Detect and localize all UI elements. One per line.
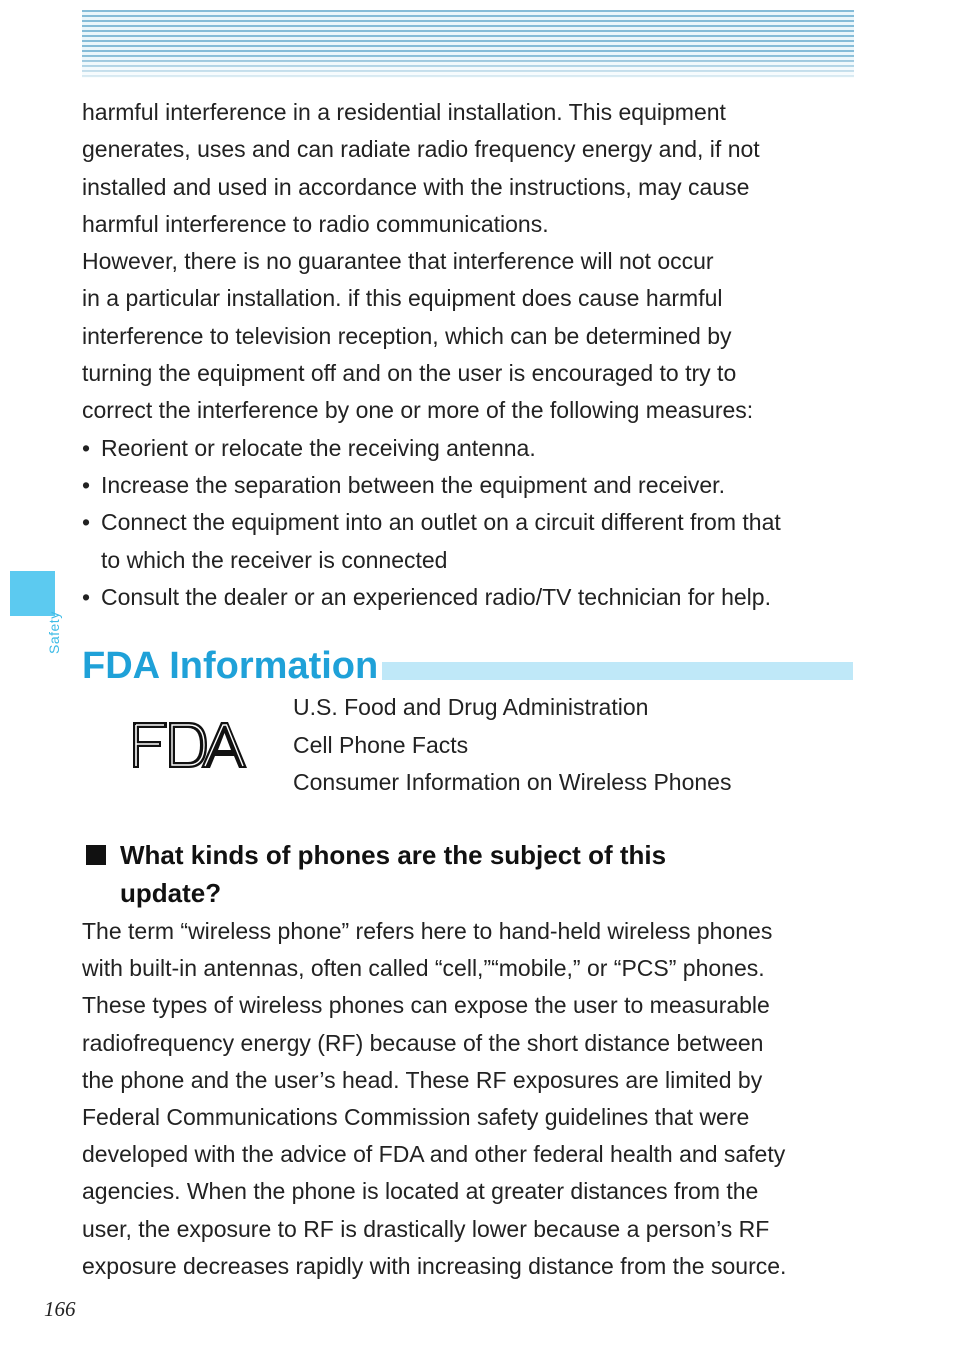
bullet-icon: • (82, 509, 91, 536)
bullet-icon: • (82, 471, 91, 498)
text-line: with built-in antennas, often called “cell,”“mobile,” or “PCS” phones. (82, 955, 765, 982)
text-line: interference to television reception, which can be determined by (82, 322, 732, 349)
bullet-icon: • (82, 583, 91, 610)
text-line: turning the equipment off and on the user is encouraged to try to (82, 360, 737, 387)
text-line: in a particular installation. if this equipment does cause harmful (82, 285, 723, 312)
list-item (82, 579, 862, 616)
text-line: exposure decreases rapidly with increasing distance from the source. (82, 1252, 787, 1279)
text-line: installed and used in accordance with the instructions, may cause (82, 173, 750, 200)
list-item-text: Connect the equipment into an outlet on a circuit different from that to which the receiver is connected (101, 509, 781, 573)
side-tab-marker (10, 571, 55, 616)
page-number: 166 (44, 1297, 76, 1321)
text-line: the phone and the user’s head. These RF exposures are limited by (82, 1066, 763, 1093)
list-item-text: Increase the separation between the equipment and receiver. (101, 471, 725, 498)
bullet-icon: • (82, 434, 91, 461)
text-line: correct the interference by one or more of the following measures: (82, 397, 754, 424)
list-item-text: Consult the dealer or an experienced radio/TV technician for help. (101, 583, 771, 610)
text-line: The term “wireless phone” refers here to hand-held wireless phones (82, 918, 773, 944)
text-line: generates, uses and can radiate radio frequency energy and, if not (82, 136, 760, 163)
fda-consumer-line: Consumer Information on Wireless Phones (293, 769, 732, 795)
list-item-text: Reorient or relocate the receiving antenna. (101, 434, 536, 461)
fda-subtitle-line: Cell Phone Facts (293, 731, 469, 758)
measures-list (82, 430, 862, 616)
text-line: agencies. When the phone is located at greater distances from the (82, 1178, 759, 1205)
text-line: These types of wireless phones can expose the user to measurable (82, 992, 770, 1019)
answer-text (82, 913, 872, 1285)
text-line: However, there is no guarantee that interference will not occur (82, 248, 714, 275)
text-line: harmful interference to radio communications. (82, 210, 549, 237)
intro-text (82, 94, 862, 616)
list-item (82, 467, 862, 504)
square-bullet-icon (86, 845, 106, 865)
list-item (82, 504, 862, 579)
text-line: radiofrequency energy (RF) because of the short distance between (82, 1029, 764, 1056)
section-title: FDA Information (82, 643, 382, 689)
text-line: user, the exposure to RF is drastically lower because a person’s RF (82, 1215, 770, 1242)
side-tab-label: Safety (46, 611, 62, 654)
question-heading: What kinds of phones are the subject of this update? (120, 840, 667, 908)
list-item (82, 430, 862, 467)
text-line: Federal Communications Commission safety guidelines that were (82, 1104, 750, 1131)
fda-info-lines (293, 689, 731, 802)
text-line: harmful interference in a residential installation. This equipment (82, 99, 726, 125)
text-line: developed with the advice of FDA and other federal health and safety (82, 1141, 786, 1168)
fda-logo (131, 720, 249, 770)
header-decoration (82, 10, 854, 78)
fda-agency-line: U.S. Food and Drug Administration (293, 694, 649, 720)
